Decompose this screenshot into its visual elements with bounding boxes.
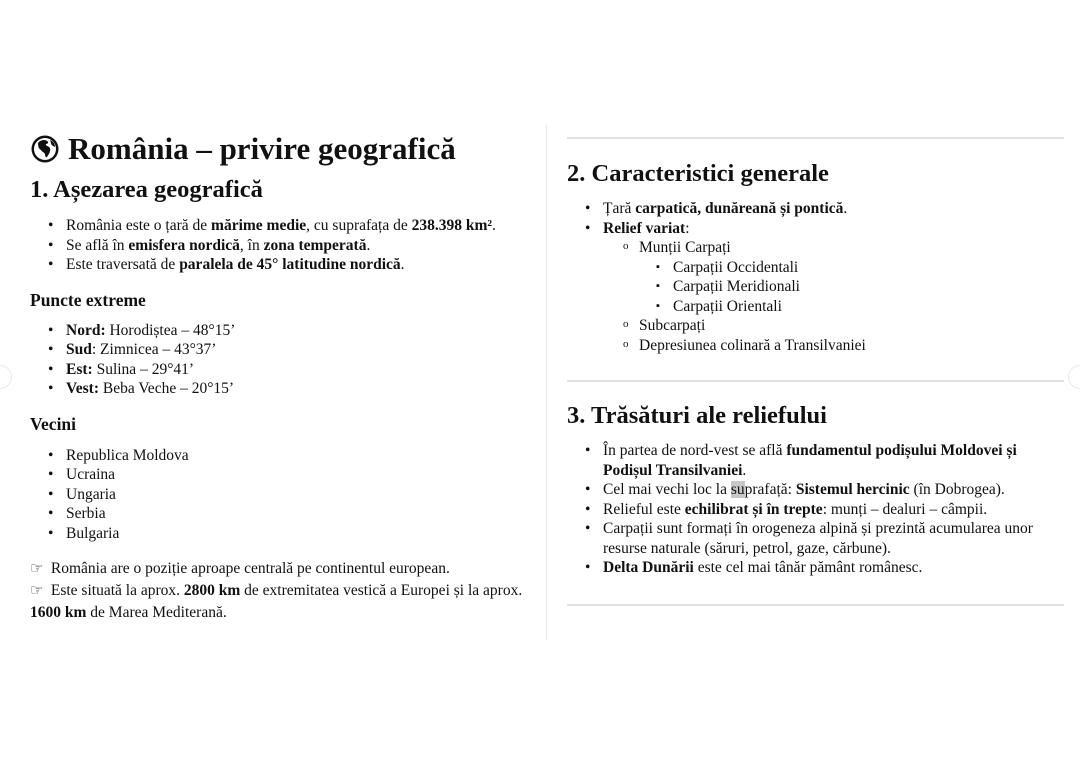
list-item: ▪ Carpații Meridionali — [673, 277, 1064, 297]
section-1-heading: 1. Așezarea geografică — [30, 176, 263, 203]
section-3-list — [567, 441, 1064, 578]
right-column — [567, 137, 1064, 606]
list-item: • Republica Moldova — [30, 446, 535, 466]
extremes-heading: Puncte extreme — [30, 289, 146, 310]
neighbors-list — [30, 446, 535, 544]
list-item: • Serbia — [30, 504, 535, 524]
horizontal-rule — [567, 604, 1064, 606]
list-item: • Nord: Horodiștea – 48°15’ — [30, 321, 535, 341]
list-item: • Ungaria — [30, 485, 535, 505]
list-item: o Munții Carpați ▪ Carpații Occidentali ▪ Carpații Meridionali ▪ Carpații Orientali — [639, 238, 1064, 316]
list-item: • Relief variat: o Munții Carpați ▪ Carpații Occidentali ▪ Carpații Meridionali ▪ Carpații Orientali o Subcarpați o Depresiunea colinară a Transilvaniei — [567, 219, 1064, 356]
list-item: • Ucraina — [30, 465, 535, 485]
notes — [30, 558, 535, 623]
column-divider — [546, 125, 547, 640]
page-title — [30, 128, 535, 170]
note-distances: ☞ Este situată la aprox. 2800 km de extremitatea vestică a Europei și la aprox. 1600 km de Marea Mediterană. — [30, 582, 523, 621]
list-item: • Est: Sulina – 29°41’ — [30, 360, 535, 380]
list-item: • În partea de nord-vest se află fundamentul podișului Moldovei și Podișul Transilvaniei. — [567, 441, 1064, 480]
left-column — [30, 128, 535, 623]
list-item: • Se află în emisfera nordică, în zona temperată. — [30, 236, 535, 256]
list-item: o Depresiunea colinară a Transilvaniei — [639, 336, 1064, 356]
list-item: • Vest: Beba Veche – 20°15’ — [30, 379, 535, 399]
list-item: • Este traversată de paralela de 45° latitudine nordică. — [30, 255, 535, 275]
extremes-list — [30, 321, 535, 399]
neighbors-heading: Vecini — [30, 413, 77, 434]
page-title-text: România – privire geografică — [68, 131, 456, 166]
note-central-position: ☞ România are o poziție aproape centrală pe continentul european. — [30, 558, 535, 580]
previous-slide-button[interactable] — [0, 365, 12, 389]
list-item: • Bulgaria — [30, 524, 535, 544]
list-item: • Cel mai vechi loc la suprafață: Sistemul hercinic (în Dobrogea). — [567, 480, 1064, 500]
section-2-heading: 2. Caracteristici generale — [567, 160, 829, 187]
list-item: • Țară carpatică, dunăreană și pontică. — [567, 199, 1064, 219]
text-selection-highlight: su — [730, 481, 745, 498]
list-item: ▪ Carpații Occidentali — [673, 258, 1064, 278]
list-item: • Relieful este echilibrat și în trepte: munți – dealuri – câmpii. — [567, 500, 1064, 520]
relief-sublist — [567, 238, 1064, 355]
next-slide-button[interactable] — [1068, 365, 1080, 389]
list-item: ▪ Carpații Orientali — [673, 297, 1064, 317]
section-2-list — [567, 199, 1064, 355]
list-item: • Carpații sunt formați în orogeneza alpină și prezintă acumularea unor resurse naturale (săruri, petrol, gaze, cărbune). — [567, 519, 1064, 558]
list-item: • Delta Dunării este cel mai tânăr pământ românesc. — [567, 558, 1064, 578]
list-item: • Sud: Zimnicea – 43°37’ — [30, 340, 535, 360]
list-item: • România este o țară de mărime medie, cu suprafața de 238.398 km². — [30, 216, 535, 236]
pointing-hand-icon: ☞ — [30, 583, 44, 599]
list-item: o Subcarpați — [639, 316, 1064, 336]
carpathians-sublist — [567, 258, 1064, 317]
horizontal-rule — [567, 380, 1064, 382]
horizontal-rule — [567, 137, 1064, 139]
section-1-list — [30, 216, 535, 275]
globe-africa-icon — [30, 134, 60, 164]
section-3-heading: 3. Trăsături ale reliefului — [567, 402, 827, 429]
pointing-hand-icon: ☞ — [30, 561, 44, 577]
